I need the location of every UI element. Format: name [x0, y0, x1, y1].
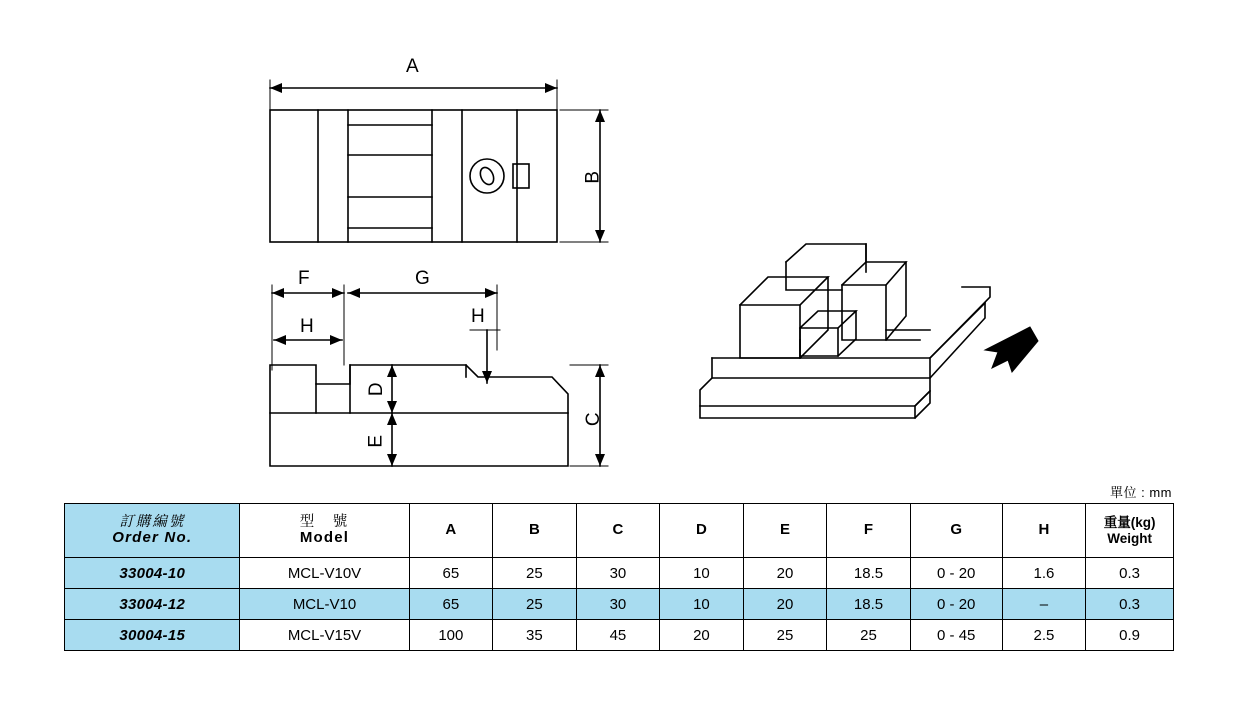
cell-g: 0 - 20	[910, 589, 1002, 620]
header-g: G	[910, 504, 1002, 558]
cell-model: MCL-V10V	[240, 558, 409, 589]
cell-b: 25	[493, 558, 577, 589]
table-row	[65, 589, 1174, 620]
cell-c: 45	[576, 620, 660, 651]
cell-f: 18.5	[827, 589, 911, 620]
dim-label-g: G	[415, 268, 431, 289]
header-weight: 重量(kg) Weight	[1086, 504, 1174, 558]
header-c: C	[576, 504, 660, 558]
direction-arrow	[985, 327, 1038, 372]
cell-model: MCL-V15V	[240, 620, 409, 651]
table-row	[65, 558, 1174, 589]
dim-label-c: C	[583, 411, 605, 427]
cell-e: 25	[743, 620, 827, 651]
dim-label-f: F	[298, 268, 311, 289]
header-b: B	[493, 504, 577, 558]
cell-model: MCL-V10	[240, 589, 409, 620]
cell-order-no: 33004-12	[65, 589, 240, 620]
cell-a: 100	[409, 620, 493, 651]
cell-d: 10	[660, 558, 744, 589]
isometric-view	[700, 244, 990, 418]
cell-b: 35	[493, 620, 577, 651]
cell-d: 10	[660, 589, 744, 620]
header-model: 型 號 Model	[240, 504, 409, 558]
cell-c: 30	[576, 558, 660, 589]
cell-e: 20	[743, 558, 827, 589]
cell-weight: 0.9	[1086, 620, 1174, 651]
dim-label-e: E	[365, 434, 387, 448]
cell-a: 65	[409, 589, 493, 620]
header-a: A	[409, 504, 493, 558]
cell-h: 2.5	[1002, 620, 1086, 651]
dim-label-h-vertical: H	[471, 306, 486, 327]
header-h: H	[1002, 504, 1086, 558]
cell-g: 0 - 20	[910, 558, 1002, 589]
cell-f: 25	[827, 620, 911, 651]
header-f: F	[827, 504, 911, 558]
table-row	[65, 620, 1174, 651]
cell-a: 65	[409, 558, 493, 589]
dim-label-a: A	[406, 56, 420, 77]
cell-weight: 0.3	[1086, 558, 1174, 589]
cell-h: 1.6	[1002, 558, 1086, 589]
table-header-row	[65, 504, 1174, 558]
specification-table	[64, 503, 1174, 651]
cell-f: 18.5	[827, 558, 911, 589]
cell-weight: 0.3	[1086, 589, 1174, 620]
cell-e: 20	[743, 589, 827, 620]
cell-b: 25	[493, 589, 577, 620]
header-d: D	[660, 504, 744, 558]
dim-label-d: D	[366, 381, 388, 397]
cell-h: –	[1002, 589, 1086, 620]
header-e: E	[743, 504, 827, 558]
cell-g: 0 - 45	[910, 620, 1002, 651]
header-order-no: 訂購編號 Order No.	[65, 504, 240, 558]
cell-order-no: 33004-10	[65, 558, 240, 589]
cell-order-no: 30004-15	[65, 620, 240, 651]
cell-c: 30	[576, 589, 660, 620]
dim-label-h-horizontal: H	[300, 316, 315, 337]
dim-label-b: B	[582, 170, 604, 184]
cell-d: 20	[660, 620, 744, 651]
unit-note: 單位 : mm	[1110, 485, 1172, 500]
